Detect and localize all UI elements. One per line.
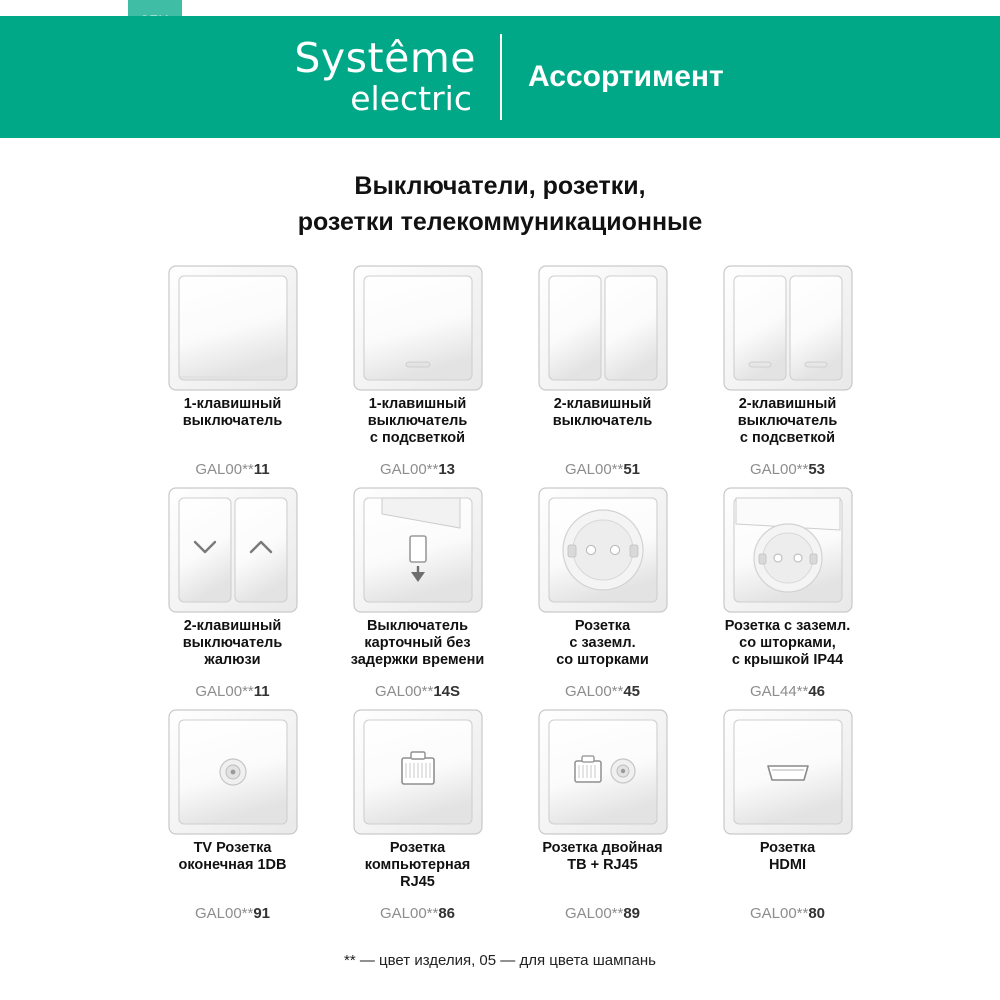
product-code-suffix: 11 bbox=[253, 461, 270, 478]
card-switch-icon bbox=[343, 484, 493, 616]
brand-logo bbox=[0, 34, 500, 119]
product-code bbox=[380, 905, 455, 928]
brand-name-primary: Systême bbox=[294, 34, 476, 83]
product-code bbox=[195, 683, 269, 706]
product-name: 2-клавишный выключатель с подсветкой bbox=[737, 396, 838, 447]
product-code-suffix: 13 bbox=[438, 461, 456, 478]
rj45-socket-icon bbox=[343, 706, 493, 838]
footnote: ** — цвет изделия, 05 — для цвета шампань bbox=[344, 952, 656, 969]
product-code-prefix: GAL00** bbox=[195, 461, 254, 478]
product-cell bbox=[510, 262, 695, 484]
product-grid bbox=[140, 262, 880, 928]
product-cell bbox=[325, 706, 510, 928]
product-cell bbox=[140, 706, 325, 928]
product-name: Выключатель карточный без задержки времени bbox=[350, 618, 485, 669]
product-code-prefix: GAL00** bbox=[379, 461, 439, 478]
product-code-prefix: GAL00** bbox=[749, 905, 809, 922]
product-code-suffix: 80 bbox=[808, 905, 826, 922]
switch-blinds-icon bbox=[158, 484, 308, 616]
product-code-prefix: GAL00** bbox=[749, 461, 809, 478]
product-code-suffix: 86 bbox=[438, 905, 456, 922]
product-code bbox=[375, 683, 460, 706]
product-code-suffix: 53 bbox=[808, 461, 826, 478]
tv-rj45-socket-icon bbox=[528, 706, 678, 838]
product-code-suffix: 45 bbox=[623, 683, 641, 700]
product-name: Розетка с заземл. со шторками, с крышкой IP44 bbox=[724, 618, 851, 669]
tv-socket-icon bbox=[158, 706, 308, 838]
product-code-suffix: 51 bbox=[623, 461, 641, 478]
product-code bbox=[750, 905, 825, 928]
product-cell bbox=[140, 262, 325, 484]
product-code-prefix: GAL00** bbox=[374, 683, 434, 700]
page-title: Выключатели, розетки, розетки телекоммуникационные bbox=[297, 172, 703, 237]
product-code bbox=[195, 905, 270, 928]
product-name: 1-клавишный выключатель с подсветкой bbox=[367, 396, 468, 447]
product-cell bbox=[325, 484, 510, 706]
product-name: 1-клавишный выключатель bbox=[182, 396, 283, 430]
product-cell bbox=[695, 706, 880, 928]
header-title: Ассортимент bbox=[528, 60, 724, 93]
switch-1key-icon bbox=[158, 262, 308, 394]
product-code-prefix: GAL00** bbox=[564, 461, 624, 478]
socket-shutters-icon bbox=[528, 484, 678, 616]
product-name: Розетка двойная ТВ + RJ45 bbox=[542, 840, 663, 874]
product-cell bbox=[695, 484, 880, 706]
page-header bbox=[0, 16, 1000, 138]
product-cell bbox=[695, 262, 880, 484]
product-code-suffix: 89 bbox=[623, 905, 641, 922]
switch-1key-led-icon bbox=[343, 262, 493, 394]
product-code-prefix: GAL00** bbox=[195, 683, 254, 700]
product-cell bbox=[510, 484, 695, 706]
product-code-suffix: 46 bbox=[808, 683, 826, 700]
brand-name-secondary: electric bbox=[350, 79, 472, 119]
socket-ip44-icon bbox=[713, 484, 863, 616]
product-name: 2-клавишный выключатель жалюзи bbox=[182, 618, 283, 669]
hdmi-socket-icon bbox=[713, 706, 863, 838]
product-cell bbox=[140, 484, 325, 706]
product-cell bbox=[325, 262, 510, 484]
product-code-prefix: GAL00** bbox=[379, 905, 439, 922]
product-name: Розетка с заземл. со шторками bbox=[556, 618, 649, 669]
product-code bbox=[750, 461, 825, 484]
product-code-suffix: 91 bbox=[253, 905, 271, 922]
product-code-suffix: 14S bbox=[433, 683, 461, 700]
product-code-prefix: GAL00** bbox=[194, 905, 254, 922]
product-code bbox=[380, 461, 455, 484]
product-code bbox=[565, 905, 640, 928]
product-code-suffix: 11 bbox=[253, 683, 270, 700]
product-code bbox=[565, 683, 640, 706]
product-code bbox=[565, 461, 640, 484]
product-code bbox=[195, 461, 269, 484]
product-name: TV Розетка оконечная 1DB bbox=[178, 840, 287, 874]
product-cell bbox=[510, 706, 695, 928]
switch-2key-icon bbox=[528, 262, 678, 394]
product-code-prefix: GAL00** bbox=[564, 683, 624, 700]
product-name: 2-клавишный выключатель bbox=[552, 396, 653, 430]
product-code-prefix: GAL44** bbox=[749, 683, 809, 700]
product-code bbox=[750, 683, 825, 706]
product-name: Розетка компьютерная RJ45 bbox=[364, 840, 471, 891]
product-code-prefix: GAL00** bbox=[564, 905, 624, 922]
product-name: Розетка HDMI bbox=[759, 840, 816, 874]
switch-2key-led-icon bbox=[713, 262, 863, 394]
